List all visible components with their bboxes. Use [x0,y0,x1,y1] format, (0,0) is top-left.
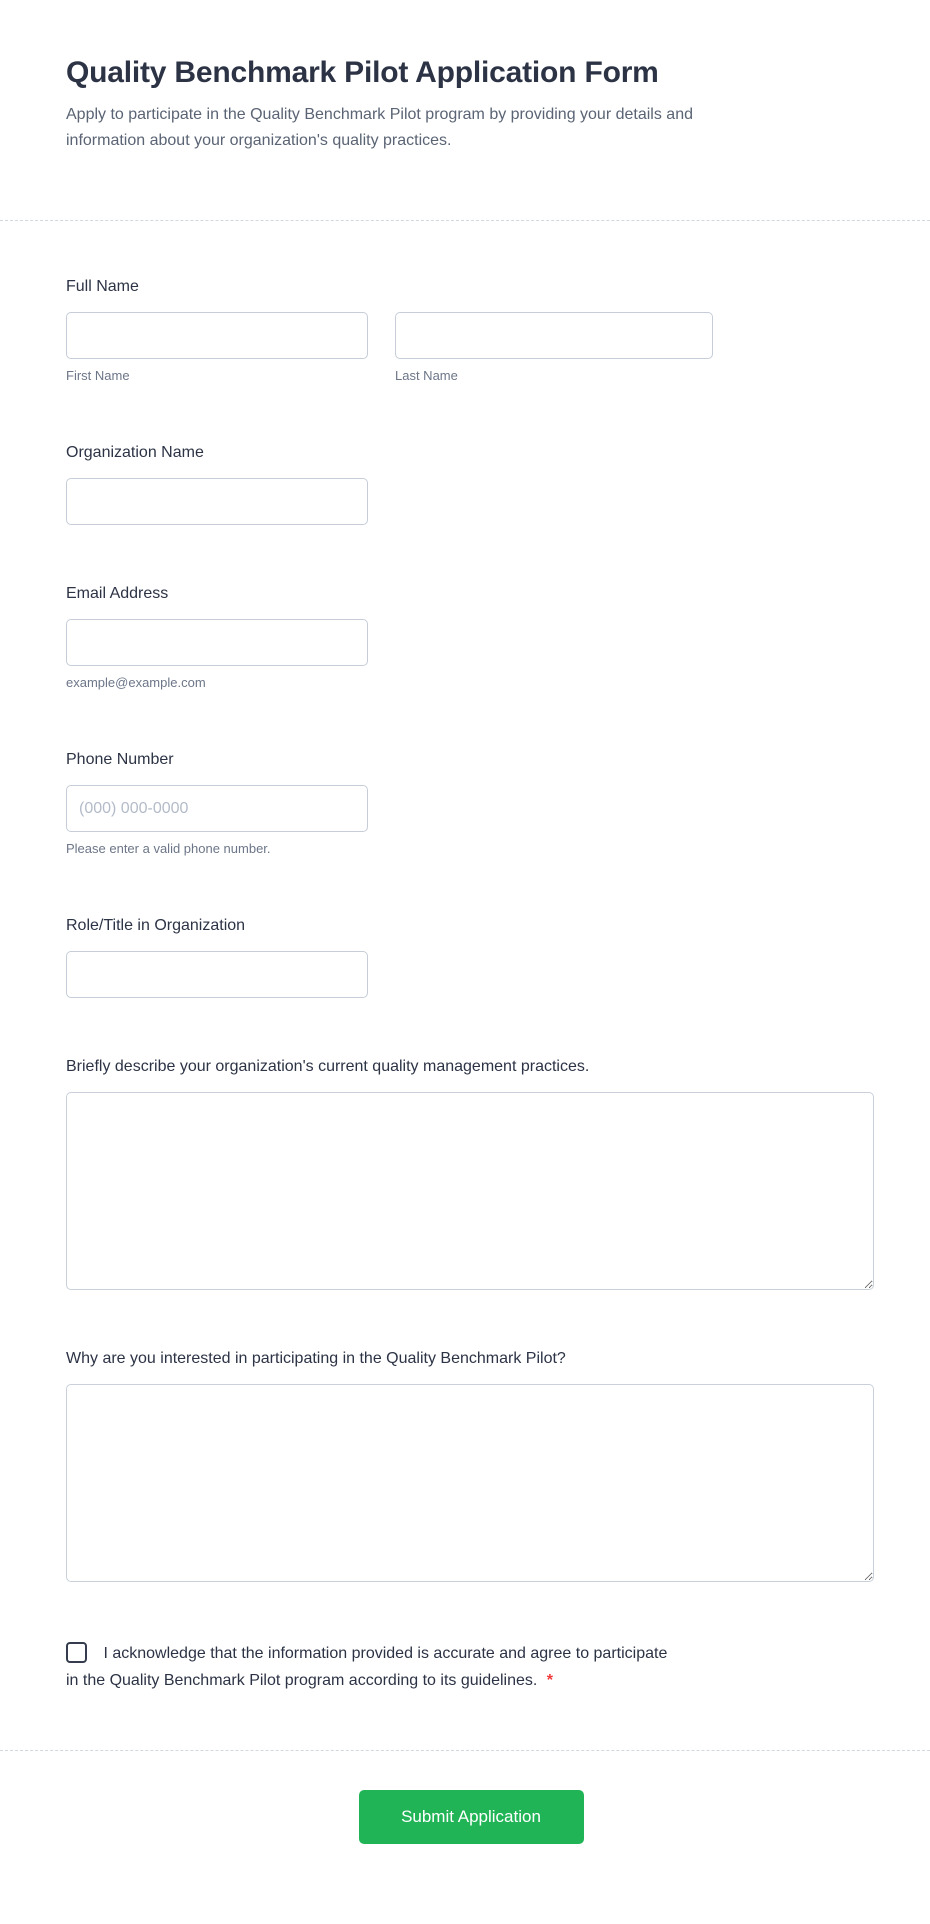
question-phone-number [66,749,876,857]
email-input[interactable] [66,619,368,666]
acknowledge-label: I acknowledge that the information provided is accurate and agree to participate in the Quality Benchmark Pilot program according to its guidelines. [66,1645,668,1689]
question-quality-practices [66,1056,876,1290]
interest-reason-textarea[interactable] [66,1384,874,1582]
first-name-input[interactable] [66,312,368,359]
acknowledge-checkbox[interactable] [66,1642,87,1663]
organization-name-label: Organization Name [66,444,204,461]
question-role-title [66,915,876,998]
last-name-column [395,312,713,384]
phone-number-label: Phone Number [66,751,174,768]
submit-application-button[interactable]: Submit Application [359,1790,584,1844]
quality-practices-textarea[interactable] [66,1092,874,1290]
role-title-input[interactable] [66,951,368,998]
question-organization-name [66,442,876,525]
first-name-sublabel: First Name [66,368,130,383]
form-footer [0,1751,930,1899]
question-interest-reason [66,1348,876,1582]
email-address-label: Email Address [66,585,169,602]
quality-practices-label: Briefly describe your organization's current quality management practices. [66,1058,590,1075]
question-full-name [66,276,876,384]
last-name-sublabel: Last Name [395,368,458,383]
organization-name-input[interactable] [66,478,368,525]
role-title-label: Role/Title in Organization [66,917,246,934]
acknowledge-row [66,1640,676,1694]
full-name-label: Full Name [66,278,139,295]
last-name-input[interactable] [395,312,713,359]
email-sublabel: example@example.com [66,675,206,690]
form-header [0,0,930,220]
phone-sublabel: Please enter a valid phone number. [66,841,271,856]
page-subtitle: Apply to participate in the Quality Benchmark Pilot program by providing your details and information about your organization's quality practices. [66,106,693,149]
page-title: Quality Benchmark Pilot Application Form [66,56,659,89]
question-email-address [66,583,876,691]
required-asterisk: * [546,1672,554,1689]
phone-input[interactable] [66,785,368,832]
form-body [0,221,930,1694]
first-name-column [66,312,368,384]
full-name-row [66,312,876,384]
interest-reason-label: Why are you interested in participating in the Quality Benchmark Pilot? [66,1350,566,1367]
